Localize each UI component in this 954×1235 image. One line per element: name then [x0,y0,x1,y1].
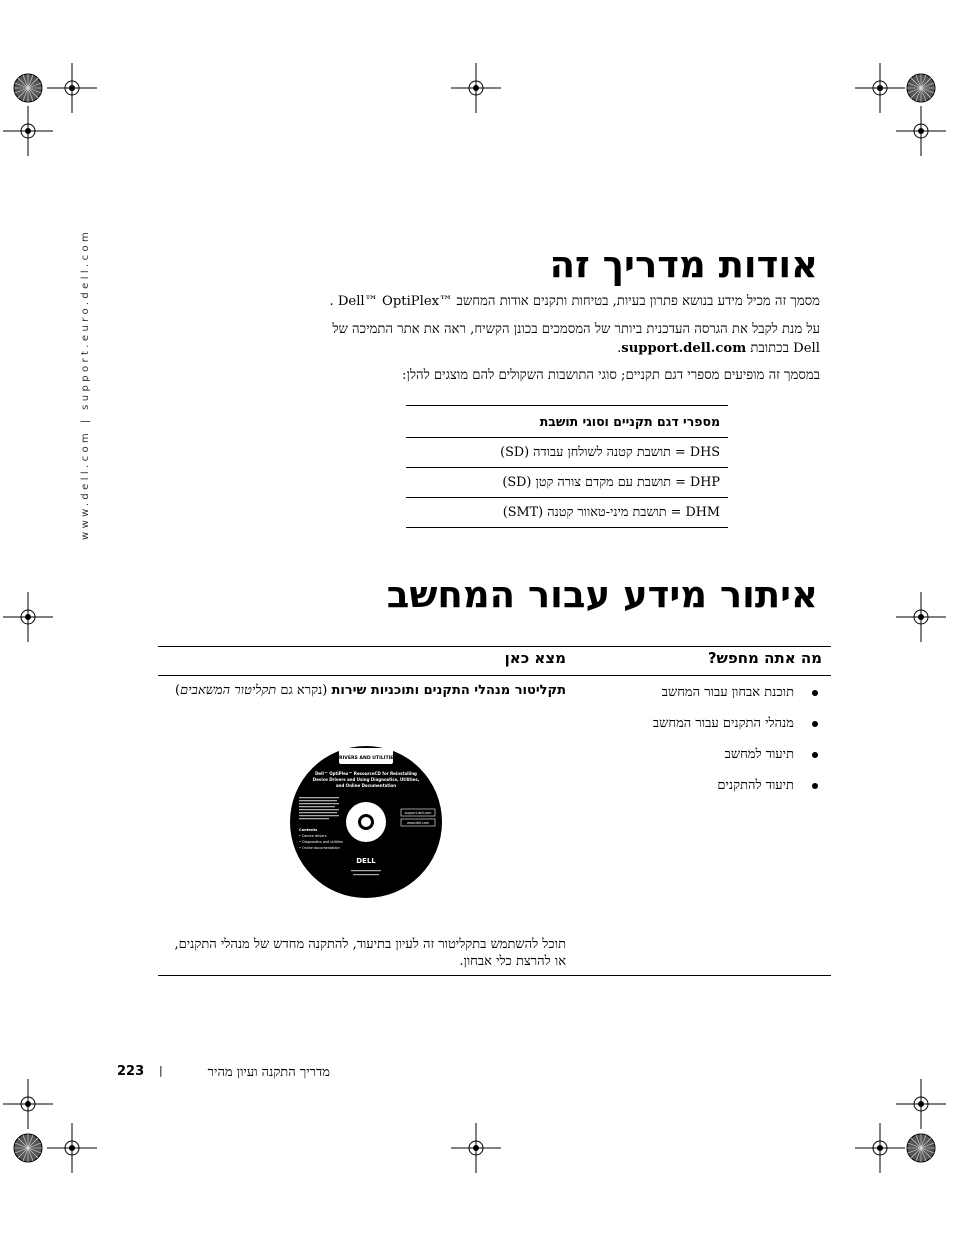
cd-contents-item: • Diagnostics and utilities [299,840,343,844]
model-table-row: DHM = תושבת מיני-טאוור קטנה (SMT) [406,498,728,528]
latest-docs-paragraph [280,320,820,358]
list-item: מנהלי התקנים עבור המחשב [584,715,824,746]
cd-title-line3: and Online Documentation [335,783,397,788]
latest-docs-suffix: . [617,341,622,356]
where-cell: תקליטור מנהלי התקנים ותוכניות שירות (נקרא גם תקליטור המשאבים) [174,683,566,698]
column-header-where: מצא כאן [504,649,566,667]
list-item: תיעוד למחשב [584,746,824,777]
cd-box-support: support.dell.com [404,811,432,815]
footer-separator: | [159,1064,163,1077]
page-number: 223 [117,1064,145,1079]
latest-docs-prefix: Dell בכתובת [746,341,820,356]
footer-title: מדריך התקנה ועיון מהיר [207,1065,330,1080]
section-title-finding-info: איתור מידע עבור המחשב [386,573,818,616]
cd-dell-logo: DELL [356,857,376,865]
cd-contents-item: • Device drivers [299,834,327,838]
resource-cd-alias: תקליטור המשאבים [180,683,277,698]
model-table [406,405,728,528]
column-header-what: מה אתה מחפש? [707,649,822,667]
bullet-icon [812,752,818,758]
cd-title-line2: Device Drivers and Using Diagnostics, Utilities, [312,777,420,782]
cd-contents-item: • Online documentation [299,846,340,850]
latest-docs-line1: על מנת לקבל את הגרסה העדכנית ביותר של המסמכים בכונן הקשיח, ראה את אתר התמיכה של [332,322,820,337]
section-title-about: אודות מדריך זה [549,243,818,286]
cd-contents-label: Contents [299,828,318,832]
model-table-header: מספרי דגם תקניים וסוגי תושבת [406,405,728,438]
model-intro-paragraph: במסמך זה מופיעים מספרי דגם תקניים; סוגי התושבות השקולים להם מוצגים להלן: [402,368,820,383]
bullet-icon [812,721,818,727]
resource-cd-name: תקליטור מנהלי התקנים ותוכניות שירות [331,683,566,698]
info-table-header-rule [158,675,831,676]
cd-box-dell: www.dell.com [406,821,430,825]
what-list [584,684,824,808]
resource-cd-image [289,745,443,899]
resource-cd-description: תוכל להשתמש בתקליטור זה לעיון בתיעוד, להתקנה מחדש של מנהלי התקנים, או להרצת כלי אבחון. [174,937,566,969]
list-item: תוכנת אבחון עבור המחשב [584,684,824,715]
model-table-row: DHS = תושבת קטנה לשולחן עבודה (SD) [406,438,728,468]
side-url: www.dell.com | support.euro.dell.com [80,228,91,540]
cd-title-line1: Dell™ OptiPlex™ ResourceCD for Reinstalling [315,771,417,776]
info-table-top-rule [158,646,831,647]
intro-paragraph: מסמך זה מכיל מידע בנושא פתרון בעיות, בטיחות ותקנים אודות המחשב ™Dell™ OptiPlex . [329,294,820,309]
latest-docs-line2 [280,339,820,358]
cd-top-label: DRIVERS AND UTILITIES [335,756,397,761]
bullet-icon [812,690,818,696]
list-item: תיעוד להתקנים [584,777,824,808]
model-table-row: DHP = תושבת עם מקדם צורה קטן (SD) [406,468,728,498]
bullet-icon [812,783,818,789]
info-table-bottom-rule [158,975,831,976]
support-link[interactable]: support.dell.com [621,341,747,356]
